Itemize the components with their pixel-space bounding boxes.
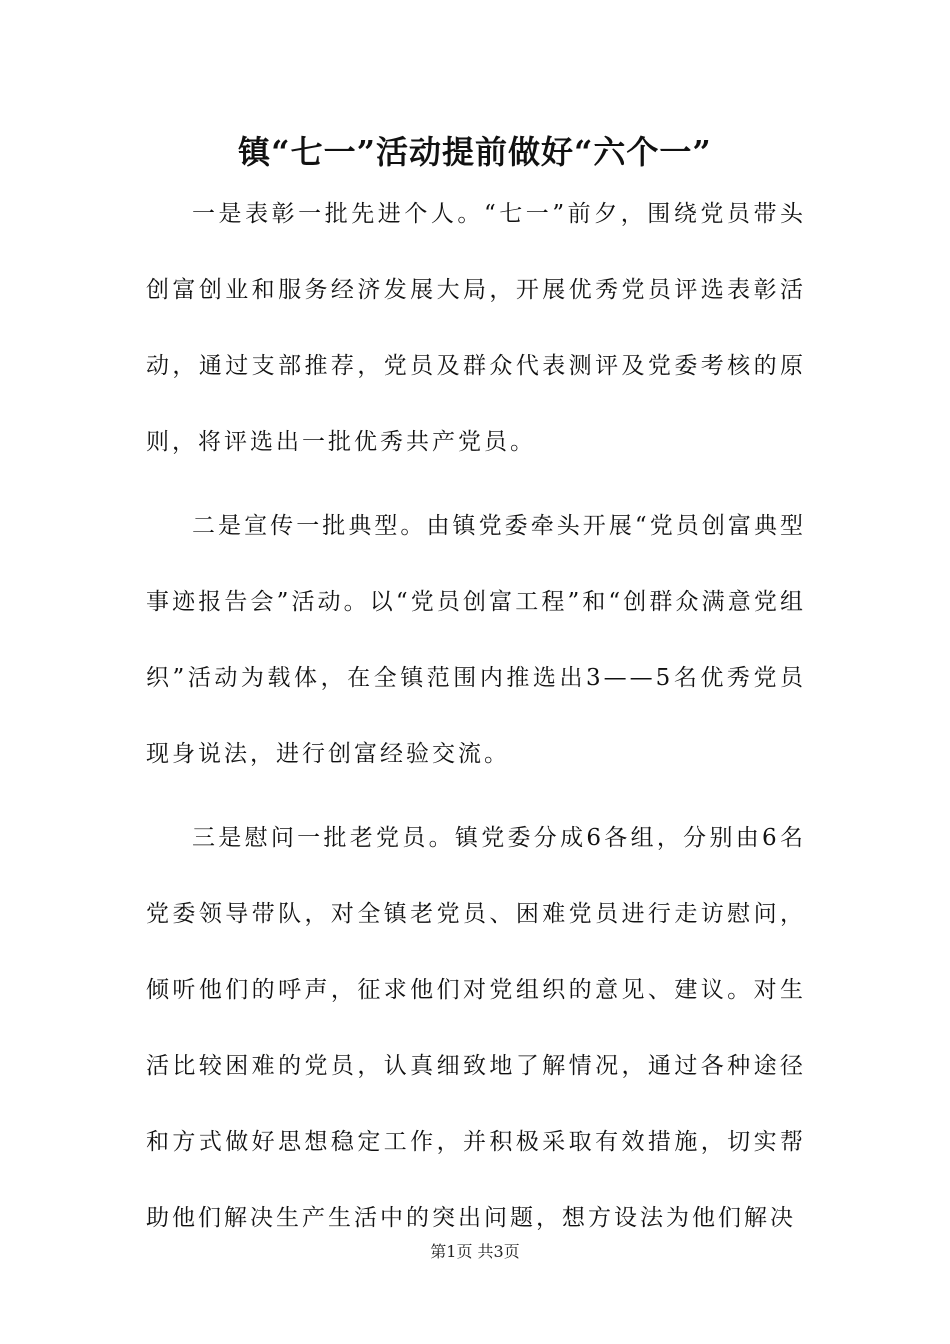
document-title: 镇“七一”活动提前做好“六个一” bbox=[238, 133, 712, 171]
paragraph-3: 三是慰问一批老党员。镇党委分成6各组，分别由6名党委领导带队，对全镇老党员、困难党员进行走访慰问，倾听他们的呼声，征求他们对党组织的意见、建议。对生活比较困难的党员，认真细致地了解情况，通过各种途径和方式做好思想稳定工作，并积极采取有效措施，切实帮助他们解决生产生活中的突出问题，想方设法为他们解决 bbox=[146, 825, 806, 1231]
document-body bbox=[146, 176, 806, 1264]
paragraph-2: 二是宣传一批典型。由镇党委牵头开展“党员创富典型事迹报告会”活动。以“党员创富工程”和“创群众满意党组织”活动为载体，在全镇范围内推选出3——5名优秀党员现身说法，进行创富经验交流。 bbox=[146, 513, 806, 767]
page-number-footer: 第1页 共3页 bbox=[430, 1242, 520, 1261]
paragraph-1: 一是表彰一批先进个人。“七一”前夕，围绕党员带头创富创业和服务经济发展大局，开展优秀党员评选表彰活动，通过支部推荐，党员及群众代表测评及党委考核的原则，将评选出一批优秀共产党员。 bbox=[146, 201, 806, 455]
